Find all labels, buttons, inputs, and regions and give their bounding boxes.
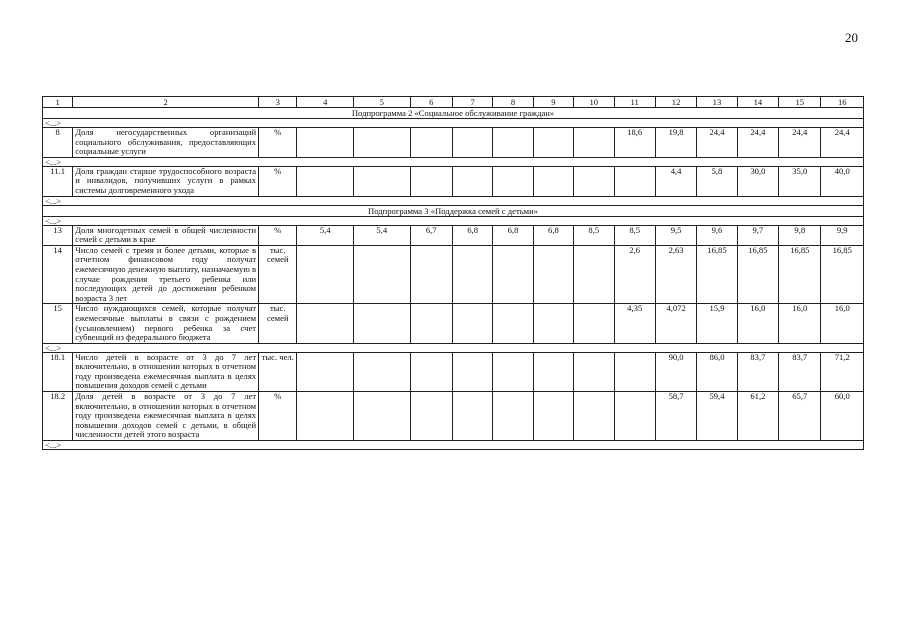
column-number: 3 (259, 97, 297, 108)
table-row (43, 166, 864, 196)
unit-of-measure: % (259, 225, 297, 245)
indicator-name: Число семей с тремя и более детьми, которые в отчетном финансовом году получат ежемесячную денежную выплату, назначаемую в случае рождения третьего ребенка или последующих детей до достижения ребенком возраста 3 лет (73, 245, 259, 304)
ellipsis-row (43, 157, 864, 166)
table-row (43, 245, 864, 304)
row-number: 14 (43, 245, 73, 304)
indicator-value: 35,0 (779, 166, 821, 196)
section-row (43, 205, 864, 216)
indicator-value (297, 304, 354, 343)
indicator-value (452, 245, 492, 304)
unit-of-measure: % (259, 128, 297, 158)
ellipsis-marker: <...> (43, 196, 864, 205)
column-number: 10 (574, 97, 614, 108)
section-title: Подпрограмма 3 «Поддержка семей с детьми» (43, 205, 864, 216)
unit-of-measure: тыс. чел. (259, 352, 297, 391)
column-number: 11 (614, 97, 655, 108)
column-number: 1 (43, 97, 73, 108)
indicator-value: 18,6 (614, 128, 655, 158)
indicator-value: 60,0 (821, 392, 864, 441)
indicator-value (533, 304, 573, 343)
indicator-value (452, 392, 492, 441)
ellipsis-marker: <...> (43, 441, 864, 450)
indicator-value: 83,7 (737, 352, 778, 391)
row-number: 15 (43, 304, 73, 343)
indicator-value: 16,85 (821, 245, 864, 304)
indicator-value: 6,8 (452, 225, 492, 245)
indicator-value (410, 245, 452, 304)
indicator-value: 5,4 (297, 225, 354, 245)
ellipsis-row (43, 216, 864, 225)
column-number: 4 (297, 97, 354, 108)
column-number: 7 (452, 97, 492, 108)
indicator-value: 24,4 (821, 128, 864, 158)
indicator-value (574, 392, 614, 441)
indicator-value (533, 166, 573, 196)
indicator-value (452, 304, 492, 343)
section-row (43, 108, 864, 119)
column-number: 16 (821, 97, 864, 108)
indicator-value (410, 392, 452, 441)
table-row (43, 225, 864, 245)
indicator-name: Число детей в возрасте от 3 до 7 лет включительно, в отношении которых в отчетном году произведена ежемесячная выплата в целях повышения доходов семей с детьми (73, 352, 259, 391)
indicator-value (614, 352, 655, 391)
indicator-value: 65,7 (779, 392, 821, 441)
indicator-value (574, 128, 614, 158)
indicator-value (493, 245, 533, 304)
indicator-value: 4,4 (655, 166, 696, 196)
indicator-value (493, 392, 533, 441)
indicator-value (452, 166, 492, 196)
column-number: 2 (73, 97, 259, 108)
indicator-value: 4,072 (655, 304, 696, 343)
indicator-value: 59,4 (697, 392, 737, 441)
indicator-value: 24,4 (697, 128, 737, 158)
column-number: 13 (697, 97, 737, 108)
indicator-value: 58,7 (655, 392, 696, 441)
section-title: Подпрограмма 2 «Социальное обслуживание граждан» (43, 108, 864, 119)
ellipsis-marker: <...> (43, 216, 864, 225)
indicator-value (353, 392, 410, 441)
ellipsis-row (43, 441, 864, 450)
indicator-value (574, 245, 614, 304)
indicator-value (533, 128, 573, 158)
indicator-name: Доля негосударственных организаций социального обслуживания, предоставляющих социальные услуги (73, 128, 259, 158)
unit-of-measure: % (259, 392, 297, 441)
indicator-value: 9,9 (821, 225, 864, 245)
indicator-value (410, 352, 452, 391)
row-number: 13 (43, 225, 73, 245)
indicator-value: 16,0 (737, 304, 778, 343)
page-number: 20 (845, 30, 858, 45)
indicator-value (353, 304, 410, 343)
indicator-value: 6,8 (493, 225, 533, 245)
indicator-value (493, 352, 533, 391)
indicator-value: 6,8 (533, 225, 573, 245)
unit-of-measure: тыс. семей (259, 304, 297, 343)
column-number: 5 (353, 97, 410, 108)
table-body (43, 97, 864, 450)
row-number: 11.1 (43, 166, 73, 196)
indicator-value (297, 352, 354, 391)
indicator-value (574, 352, 614, 391)
indicator-value (410, 304, 452, 343)
indicator-value (353, 128, 410, 158)
indicator-value (493, 304, 533, 343)
unit-of-measure: % (259, 166, 297, 196)
indicator-name: Доля граждан старше трудоспособного возраста и инвалидов, получивших услуги в рамках системы долговременного ухода (73, 166, 259, 196)
indicator-value (297, 166, 354, 196)
indicator-name: Доля многодетных семей в общей численности семей с детьми в крае (73, 225, 259, 245)
indicator-value (353, 166, 410, 196)
ellipsis-row (43, 119, 864, 128)
indicator-value: 16,0 (779, 304, 821, 343)
indicator-value: 61,2 (737, 392, 778, 441)
column-number: 14 (737, 97, 778, 108)
indicator-value: 5,4 (353, 225, 410, 245)
ellipsis-row (43, 343, 864, 352)
indicator-value: 16,85 (737, 245, 778, 304)
indicator-value: 5,8 (697, 166, 737, 196)
ellipsis-marker: <...> (43, 119, 864, 128)
indicator-value: 83,7 (779, 352, 821, 391)
indicator-value: 90,0 (655, 352, 696, 391)
indicator-value: 8,5 (614, 225, 655, 245)
indicator-value (574, 304, 614, 343)
indicator-value (410, 128, 452, 158)
ellipsis-marker: <...> (43, 343, 864, 352)
row-number: 18.2 (43, 392, 73, 441)
indicator-value (574, 166, 614, 196)
indicator-value (297, 128, 354, 158)
indicator-value: 71,2 (821, 352, 864, 391)
indicator-value: 9,7 (737, 225, 778, 245)
column-number: 12 (655, 97, 696, 108)
indicator-value (493, 166, 533, 196)
indicator-value: 9,5 (655, 225, 696, 245)
indicator-name: Доля детей в возрасте от 3 до 7 лет включительно, в отношении которых в отчетном году произведена ежемесячная выплата в целях повышения доходов семей с детьми, в общей численности детей этого возраста (73, 392, 259, 441)
indicator-value: 2,6 (614, 245, 655, 304)
indicator-value: 40,0 (821, 166, 864, 196)
indicator-value: 9,8 (779, 225, 821, 245)
indicator-value (533, 245, 573, 304)
table-row (43, 352, 864, 391)
indicator-value (533, 392, 573, 441)
row-number: 18.1 (43, 352, 73, 391)
indicator-value: 16,0 (821, 304, 864, 343)
ellipsis-row (43, 196, 864, 205)
indicator-value (353, 245, 410, 304)
indicator-value: 19,8 (655, 128, 696, 158)
indicator-value: 24,4 (737, 128, 778, 158)
indicator-value (297, 245, 354, 304)
table-row (43, 304, 864, 343)
indicator-value: 9,6 (697, 225, 737, 245)
table-row (43, 128, 864, 158)
indicator-value (493, 128, 533, 158)
ellipsis-marker: <...> (43, 157, 864, 166)
indicator-value: 86,0 (697, 352, 737, 391)
column-numbers-row (43, 97, 864, 108)
column-number: 8 (493, 97, 533, 108)
indicator-value: 24,4 (779, 128, 821, 158)
indicator-value (353, 352, 410, 391)
indicator-value: 16,85 (697, 245, 737, 304)
indicator-value (410, 166, 452, 196)
indicator-value: 2,63 (655, 245, 696, 304)
indicator-value (533, 352, 573, 391)
indicator-value: 6,7 (410, 225, 452, 245)
indicator-value (452, 128, 492, 158)
indicator-value (614, 392, 655, 441)
indicator-value (297, 392, 354, 441)
indicator-value: 8,5 (574, 225, 614, 245)
row-number: 8 (43, 128, 73, 158)
unit-of-measure: тыс. семей (259, 245, 297, 304)
column-number: 15 (779, 97, 821, 108)
table-row (43, 392, 864, 441)
column-number: 9 (533, 97, 573, 108)
indicator-name: Число нуждающихся семей, которые получат ежемесячные выплаты в связи с рождением (усыновлением) первого ребенка за счет субвенций из федерального бюджета (73, 304, 259, 343)
indicators-table (42, 96, 864, 450)
indicator-value (614, 166, 655, 196)
indicator-value: 15,9 (697, 304, 737, 343)
column-number: 6 (410, 97, 452, 108)
indicator-value: 4,35 (614, 304, 655, 343)
indicator-value: 30,0 (737, 166, 778, 196)
indicator-value: 16,85 (779, 245, 821, 304)
indicator-value (452, 352, 492, 391)
